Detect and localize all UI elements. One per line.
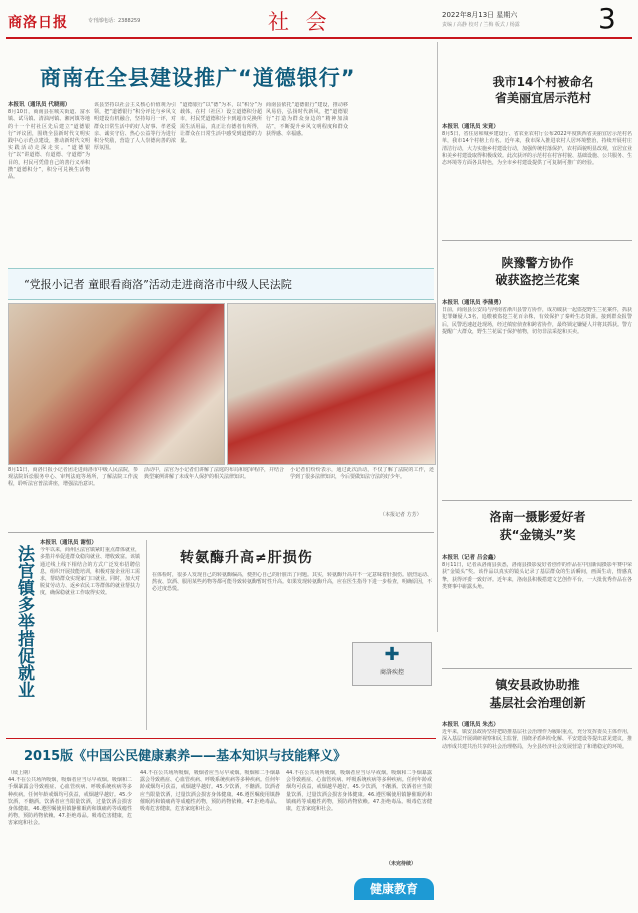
zhenan-headline-1: 镇安县政协助推 (495, 678, 580, 692)
photographer-headline-2: 获“金镜头”奖 (499, 528, 576, 542)
lead-col2: 该县坚持以社会主义核心价值观为引领，把“道德银行”积分评比与乡风文明建设有机融合，坚持每月一评，对群众日常生活中的好人好事、孝老爱亲、诚实守信、热心公益等行为进行积分奖励，营造了人人崇德向善的浓厚氛围。 (94, 102, 176, 152)
editor-info: 责编 / 高静 校对 / 兰梅 板式 / 杨露 (442, 22, 520, 28)
issue-date: 2022年8月13日 星期六 (442, 11, 518, 19)
health-education-tag: 健康教育 (354, 878, 434, 900)
police-headline-2: 破获盗挖兰花案 (495, 273, 580, 287)
column-divider (146, 540, 147, 730)
cdc-logo-icon: ✚ (384, 644, 400, 665)
health-literacy-headline: 2015版《中国公民健康素养——基本知识与技能释义》 (24, 749, 347, 764)
faguan-headline: 法官镇多举措促就业 (14, 545, 34, 698)
court-banner-title: “党报小记者 童眼看商洛”活动走进商洛市中级人民法院 (24, 278, 292, 291)
villages-headline-1: 我市14个村被命名 (492, 75, 594, 89)
header-meta: 专刊部电话：2388259 (88, 18, 141, 24)
divider (8, 532, 434, 533)
photographer-body: 8月11日，记者从洛南县获悉，洛南县摄影爱好者创作的作品在中国新闻摄影年赛中荣获“金镜头”奖。该作品以真实的镜头记录了基层群众的生活瞬间，画面生动，情感真挚，获得评委一致好评。近年来，洛南县积极搭建文艺创作平台，一大批优秀作品在各类赛事中崭露头角。 (442, 562, 632, 590)
police-byline: 本报讯（通讯员 李蒲勇） (442, 300, 505, 306)
lead-headline: 商南在全县建设推广“道德银行” (40, 66, 356, 90)
section-title: 社 会 (268, 10, 332, 34)
divider (6, 738, 436, 739)
health-literacy-continued: （未完待续） (386, 861, 417, 867)
lead-col3: “道德银行”以“德”为本，以“积分”为载体，在村（社区）设立道德积分超市，村民凭道德积分卡到超市兑换所需生活用品，真正让有德者有所得，让群众在日常生活中感受到道德的力量。 (180, 102, 262, 145)
health-literacy-label: （续上期） (8, 770, 34, 776)
zhenan-body: 近年来，镇安县政协坚持把助推基层社会治理作为履职重点，充分发挥委员主体作用，深入基层开展调研视察和民主监督，围绕矛盾纠纷化解、平安建设等提出意见建议，推动形成共建共治共享的社会治理格局，为全县经济社会发展营造了和谐稳定的环境。 (442, 729, 632, 750)
column-divider (437, 42, 438, 632)
enzyme-headline: 转氨酶升高≠肝损伤 (180, 550, 313, 566)
police-headline-1: 陕豫警方协作 (501, 256, 574, 270)
cdc-logo (352, 642, 432, 686)
lead-byline: 本报讯（通讯员 代晓雨） (8, 102, 71, 108)
court-photo-2 (227, 303, 436, 465)
divider (442, 240, 632, 241)
court-body-b: 小记者们纷纷表示，通过此次活动，不仅了解了法院的工作，还学到了很多法律知识，今后要做知法守法的好少年。 (290, 467, 434, 481)
enzyme-body: 在体检时，很多人发现自己的转氨酶偏高，便担心自己的肝脏出了问题。其实，转氨酶升高并不一定意味着肝损伤。剧烈运动、熬夜、饮酒、服用某些药物等都可能导致转氨酶暂时性升高。如果发现转氨酶升高，应在医生指导下进一步检查，明确原因，不必过度恐慌。 (152, 572, 432, 593)
newspaper-logo: 商洛日报 (8, 15, 68, 31)
court-photo-1 (8, 303, 225, 465)
faguan-byline: 本报讯（通讯员 谢恒） (40, 540, 97, 546)
villages-headline-2: 省美丽宜居示范村 (494, 91, 591, 105)
villages-byline: 本报讯（通讯员 宋竟） (442, 124, 499, 130)
cdc-logo-text: 商洛疾控 (379, 669, 404, 676)
court-credit: （本报记者 方芳） (380, 512, 422, 518)
page-number: 3 (598, 2, 616, 35)
zhenan-headline-2: 基层社会治理创新 (489, 696, 586, 710)
health-literacy-body: 44.不在公共场所吸烟，吸烟者应当尽早戒烟。吸烟和二手烟暴露会导致癌症、心血管疾病、呼吸系统疾病等多种疾病。任何年龄戒烟均可获益，戒烟越早越好。45.少饮酒，不酗酒。饮酒者应当限量饮酒，过量饮酒会损害身体健康。46.遵医嘱使用镇静催眠药和镇痛药等成瘾性药物，预防药物依赖。47.拒绝毒品。吸毒危害健康，危害家庭和社会。 (8, 777, 132, 827)
court-caption: 8月11日，商洛日报小记者团走进商洛市中级人民法院，参观法院诉讼服务中心、审判法庭等场所，了解法院工作流程，聆听法官普法讲座，增强法治意识。 (8, 467, 138, 488)
divider (442, 668, 632, 669)
zhenan-byline: 本报讯（通讯员 朱杰） (442, 722, 499, 728)
lead-col1: 8月10日，商南县在城关街道、富水镇、试马镇、清油河镇、湘河镇等地的十一个村社区先后建立“道德银行”评议团，围绕全县新时代文明实践中心示范点建设，推动新时代文明实践活动走深走实。“道德银行”以“讲道德、有道德、守道德”为目的，村民可凭借自己的善行义举积攒“道德积分”，积分可兑换生活物品。 (8, 109, 90, 181)
lead-col4: 商南县依托“道德银行”建设，推动移风易俗，弘扬时代新风，把“道德银行”打造为群众身边的“精神加油站”，不断提升乡风文明程度和群众获得感、幸福感。 (266, 102, 348, 137)
header-rule (6, 37, 632, 39)
court-body-a: 活动中，法官为小记者们讲解了法庭的布局和庭审程序，并结合典型案例讲解了未成年人保护的相关法律知识。 (144, 467, 284, 481)
photographer-byline: 本报讯（记者 吕会鑫） (442, 555, 499, 561)
court-banner (8, 268, 434, 300)
faguan-body: 今年以来，商州区法官镇紧盯重点群体就业，多措并举促进群众稳岗就业、增收致富。该镇通过线上线下相结合的方式广泛发布招聘信息，组织开展技能培训，积极对接企业用工需求，帮助群众实现家门口就业。同时，加大对脱贫劳动力、返乡农民工等群体的就业帮扶力度，确保稳就业工作取得实效。 (40, 547, 140, 597)
health-literacy-col2: 44.不在公共场所吸烟，吸烟者应当尽早戒烟。吸烟和二手烟暴露会导致癌症、心血管疾病、呼吸系统疾病等多种疾病。任何年龄戒烟均可获益，戒烟越早越好。45.少饮酒，不酗酒。饮酒者应当限量饮酒，过量饮酒会损害身体健康。46.遵医嘱使用镇静催眠药和镇痛药等成瘾性药物，预防药物依赖。47.拒绝毒品。吸毒危害健康，危害家庭和社会。 (140, 770, 280, 813)
villages-body: 8月5日，省住房和城乡建设厅、省农业农村厅公布2022年度陕西省美丽宜居示范村名单，我市14个村榜上有名。近年来，我市深入推进农村人居环境整治，持续开展村庄清洁行动，大力实施乡村建设行动，加强传统村落保护，农村面貌明显改观，宜居宜业和美乡村建设取得积极成效。此次获评的示范村在村容村貌、基础设施、公共服务、生态环境等方面各具特色，为全市乡村建设提供了可复制可推广的经验。 (442, 131, 632, 167)
police-body: 日前，商南县公安局与河南省淅川县警方协作，成功破获一起盗挖野生兰花案件，抓获犯罪嫌疑人3名，追缴被盗挖兰花百余株，有效保护了秦岭生态资源。接到群众报警后，民警迅速赶赴现场，经过缜密侦查和跨省协作，最终锁定嫌疑人并将其抓获。警方提醒广大群众，野生兰花属于保护植物，切勿非法采挖和买卖。 (442, 307, 632, 335)
health-literacy-col3: 44.不在公共场所吸烟，吸烟者应当尽早戒烟。吸烟和二手烟暴露会导致癌症、心血管疾病、呼吸系统疾病等多种疾病。任何年龄戒烟均可获益，戒烟越早越好。45.少饮酒，不酗酒。饮酒者应当限量饮酒，过量饮酒会损害身体健康。46.遵医嘱使用镇静催眠药和镇痛药等成瘾性药物，预防药物依赖。47.拒绝毒品。吸毒危害健康，危害家庭和社会。 (286, 770, 432, 813)
divider (442, 500, 632, 501)
photographer-headline-1: 洛南一摄影爱好者 (489, 510, 586, 524)
